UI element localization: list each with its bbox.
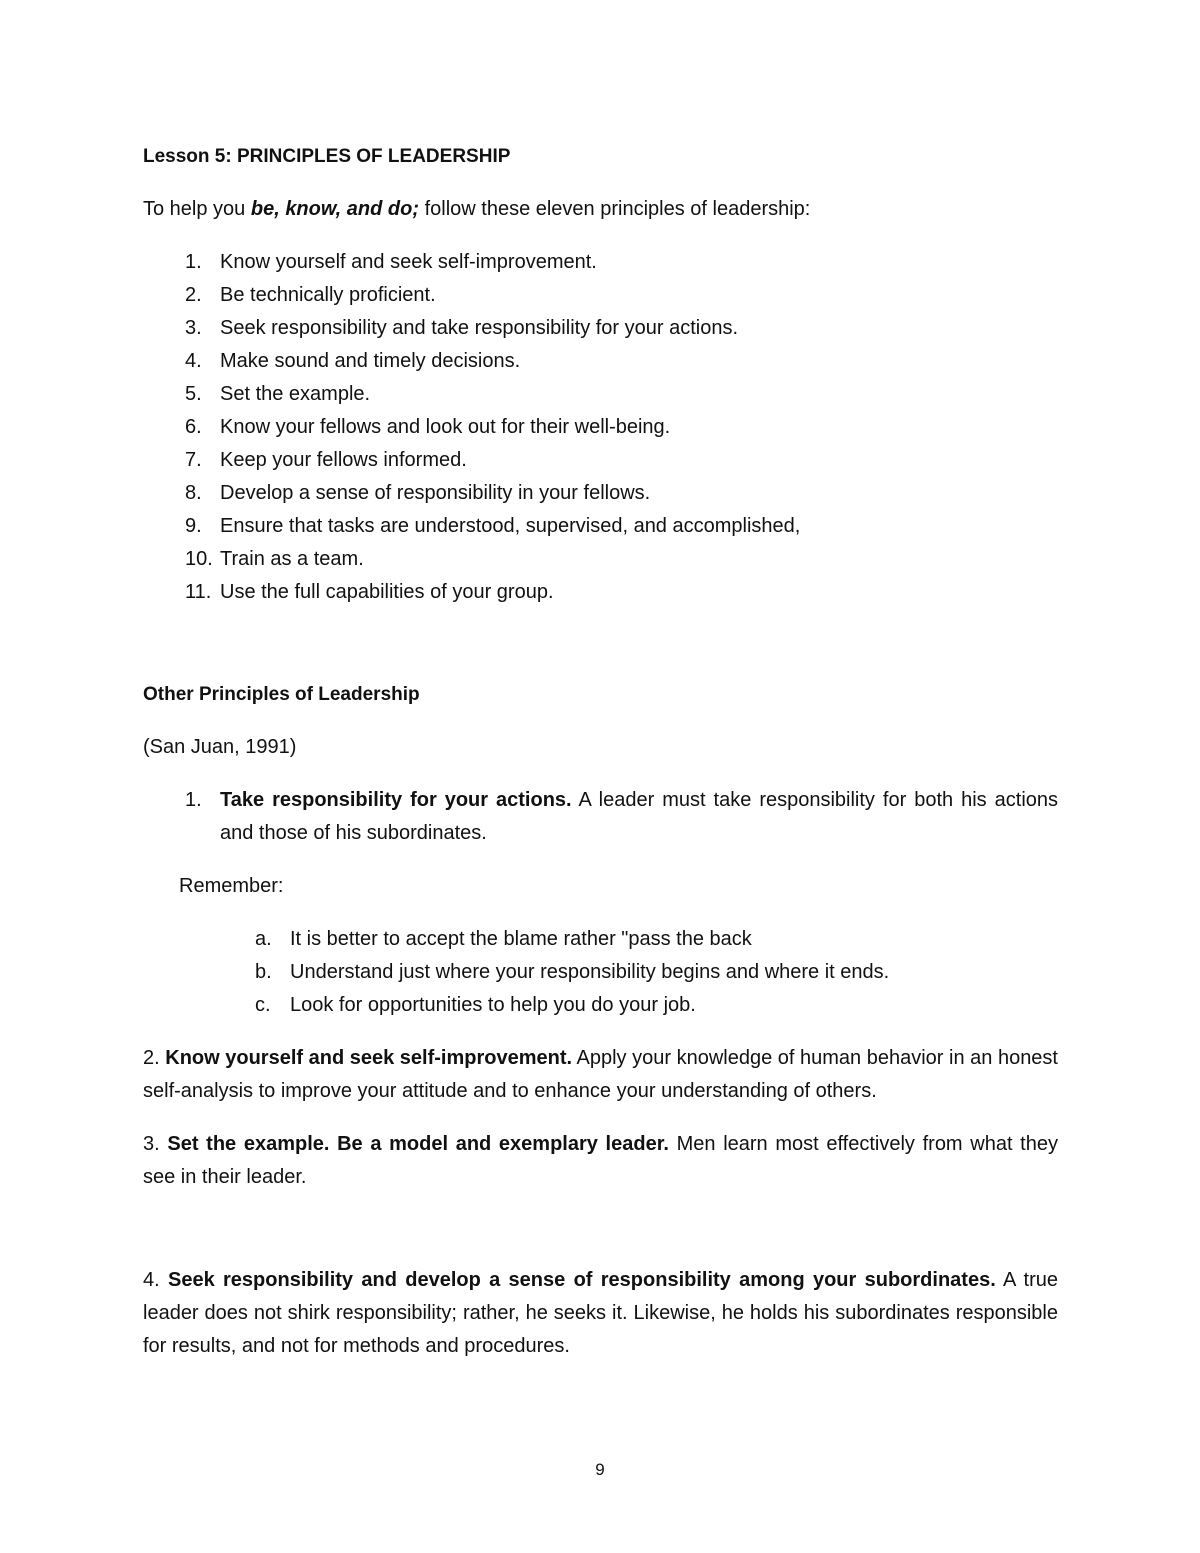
list-item	[143, 246, 1058, 279]
list-text: Train as a team.	[220, 548, 364, 570]
list-text: It is better to accept the blame rather "pass the back	[290, 928, 752, 950]
list-item	[143, 444, 1058, 477]
list-number: 9.	[185, 515, 202, 537]
list-text: Understand just where your responsibility begins and where it ends.	[290, 961, 890, 983]
citation: (San Juan, 1991)	[143, 736, 297, 758]
list-text: Know yourself and seek self-improvement.	[220, 251, 597, 273]
list-item	[143, 956, 1058, 989]
list-text: Make sound and timely decisions.	[220, 350, 521, 372]
item-text: Men learn most effectively from what they see in their leader.	[143, 1133, 1058, 1188]
list-number: 8.	[185, 482, 202, 504]
other-principle-1	[143, 784, 1058, 850]
intro-paragraph	[143, 193, 1058, 226]
item-number: 2.	[143, 1047, 166, 1069]
item-number: 3.	[143, 1133, 168, 1155]
list-number: 3.	[185, 317, 202, 339]
item-number: 1.	[185, 789, 202, 811]
item-heading: Take responsibility for your actions.	[220, 789, 572, 811]
intro-after: follow these eleven principles of leadership:	[419, 198, 811, 220]
page-content	[143, 140, 1058, 1363]
list-text: Be technically proficient.	[220, 284, 436, 306]
remember-list	[143, 923, 1058, 1022]
list-item	[143, 312, 1058, 345]
remember-label: Remember:	[179, 875, 284, 897]
list-text: Ensure that tasks are understood, supervised, and accomplished,	[220, 515, 801, 537]
other-principle-3	[143, 1128, 1058, 1194]
list-item	[143, 923, 1058, 956]
list-text: Seek responsibility and take responsibility for your actions.	[220, 317, 739, 339]
list-item	[143, 477, 1058, 510]
list-number: 2.	[185, 284, 202, 306]
list-number: 4.	[185, 350, 202, 372]
list-number: 11.	[185, 581, 212, 603]
list-number: 7.	[185, 449, 202, 471]
list-item	[143, 989, 1058, 1022]
item-text: A true leader does not shirk responsibility; rather, he seeks it. Likewise, he holds his subordinates responsible for results, and not for methods and procedures.	[143, 1269, 1058, 1357]
list-number: 6.	[185, 416, 202, 438]
list-item	[143, 576, 1058, 609]
other-principle-2	[143, 1042, 1058, 1108]
list-text: Look for opportunities to help you do your job.	[290, 994, 696, 1016]
list-text: Set the example.	[220, 383, 371, 405]
list-letter: a.	[255, 928, 272, 950]
list-item	[143, 378, 1058, 411]
page-number: 9	[595, 1460, 605, 1479]
intro-before: To help you	[143, 198, 251, 220]
list-number: 5.	[185, 383, 202, 405]
item-text: A leader must take responsibility for both his actions and those of his subordinates.	[220, 789, 1059, 844]
list-text: Develop a sense of responsibility in your fellows.	[220, 482, 651, 504]
item-number: 4.	[143, 1269, 168, 1291]
list-item	[143, 510, 1058, 543]
item-text: Apply your knowledge of human behavior in an honest self-analysis to improve your attitude and to enhance your understanding of others.	[143, 1047, 1058, 1102]
list-letter: c.	[255, 994, 271, 1016]
item-heading: Seek responsibility and develop a sense of responsibility among your subordinates.	[168, 1269, 996, 1291]
list-number: 10.	[185, 548, 213, 570]
list-letter: b.	[255, 961, 272, 983]
list-item	[143, 279, 1058, 312]
list-item	[143, 411, 1058, 444]
list-number: 1.	[185, 251, 202, 273]
principles-list	[143, 246, 1058, 609]
list-text: Use the full capabilities of your group.	[220, 581, 554, 603]
list-item	[143, 345, 1058, 378]
list-item	[143, 543, 1058, 576]
section-title: Other Principles of Leadership	[143, 684, 420, 705]
list-text: Know your fellows and look out for their well-being.	[220, 416, 671, 438]
item-heading: Set the example. Be a model and exemplary leader.	[167, 1133, 669, 1155]
list-text: Keep your fellows informed.	[220, 449, 467, 471]
item-heading: Know yourself and seek self-improvement.	[165, 1047, 573, 1069]
lesson-title: Lesson 5: PRINCIPLES OF LEADERSHIP	[143, 146, 511, 167]
other-principle-4	[143, 1264, 1058, 1363]
intro-emphasis: be, know, and do;	[250, 198, 420, 220]
